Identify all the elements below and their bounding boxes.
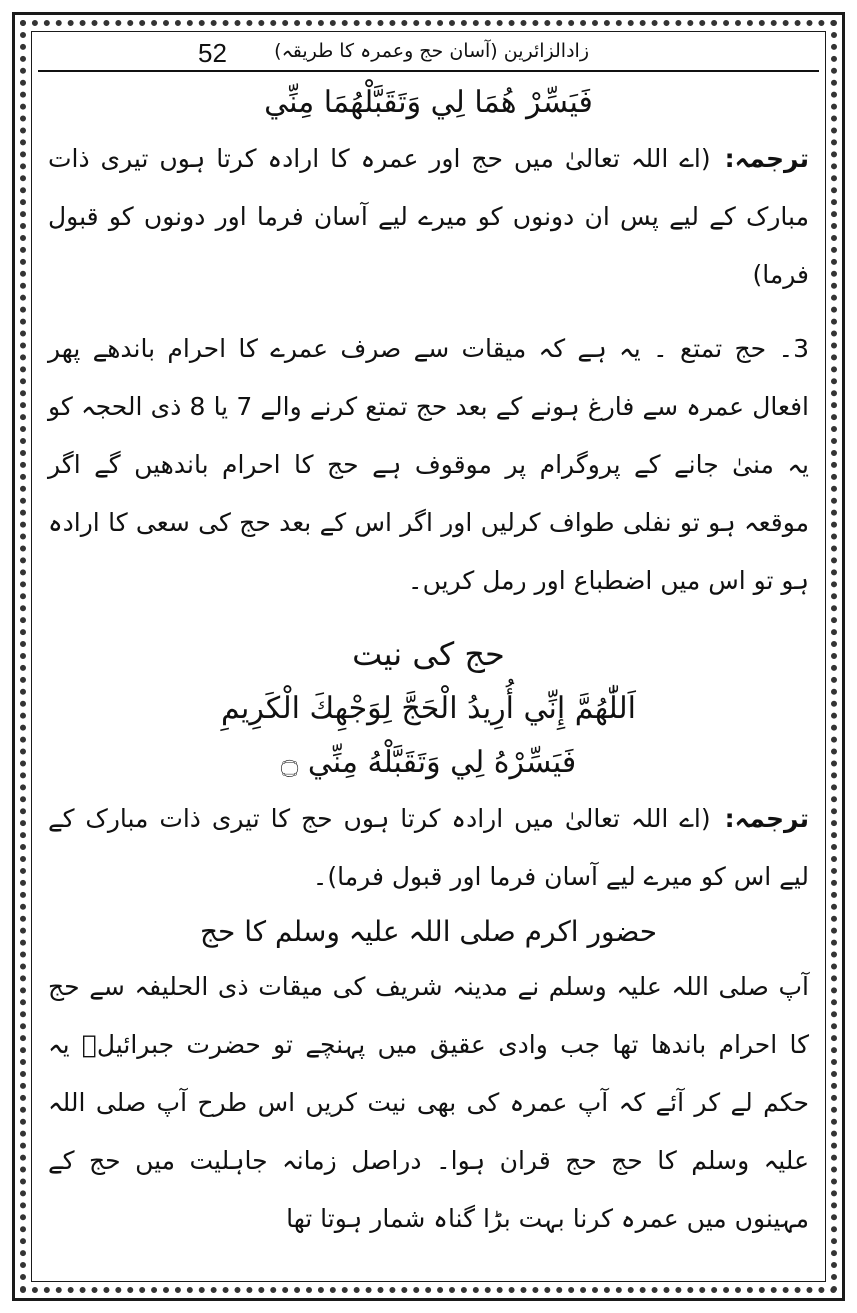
translation-text: (اے اللہ تعالیٰ میں ارادہ کرتا ہوں حج کا تیری ذات مبارک کے لیے اس کو میرے لیے آسان فرما اور قبول فرما)۔	[48, 804, 809, 891]
translation-label: ترجمہ:	[724, 804, 809, 833]
page-header	[38, 36, 819, 72]
translation-label: ترجمہ:	[724, 144, 809, 173]
hajj-tamattu-paragraph: 3۔ حج تمتع ۔ یہ ہے کہ میقات سے صرف عمرے کا احرام باندھے پھر افعال عمرہ سے فارغ ہونے کے بعد حج تمتع کرنے والے 7 یا 8 ذی الحجہ کو یہ منیٰ جانے کے پروگرام پر موقوف ہے حج کا احرام باندھیں گے اگر موقعہ ہو تو نفلی طواف کرلیں اور اگر اس کے بعد حج کی سعی کا ارادہ ہو تو اس میں اضطباع اور رمل کریں۔	[48, 334, 810, 595]
niyyat-dua-line-1: اَللّٰهُمَّ إِنِّي أُرِيدُ الْحَجَّ لِوَجْهِكَ الْكَرِيمِ	[221, 691, 636, 726]
translation-text: (اے اللہ تعالیٰ میں حج اور عمرہ کا ارادہ کرتا ہوں تیری ذات مبارک کے لیے پس ان دونوں کو میرے لیے آسان فرما اور دونوں کو قبول فرما)	[48, 144, 809, 289]
niyyat-dua-line-2: فَيَسِّرْهُ لِي وَتَقَبَّلْهُ مِنِّي ۝	[280, 745, 577, 780]
translation-paragraph-1	[38, 130, 819, 304]
section-heading-prophet-hajj: حضور اکرم صلی اللہ علیہ وسلم کا حج	[199, 915, 658, 948]
book-title: زادالزائرین (آسان حج وعمرہ کا طریقہ)	[274, 40, 589, 62]
page-number: 52	[198, 38, 227, 68]
translation-paragraph-2	[38, 790, 819, 906]
section-heading-hajj-niyyat: حج کی نیت	[352, 635, 505, 673]
dua-ending: فَيَسِّرْ هُمَا لِي وَتَقَبَّلْهُمَا مِنِّي	[264, 85, 593, 120]
book-page	[38, 36, 819, 1277]
prophet-hajj-paragraph: آپ صلی اللہ علیہ وسلم نے مدینہ شریف کی میقات ذی الحلیفہ سے حج کا احرام باندھا تھا جب وادی عقیق میں پہنچے تو حضرت جبرائیلؑ یہ حکم لے کر آئے کہ آپ عمرہ کی بھی نیت کریں اس طرح آپ صلی اللہ علیہ وسلم کا حج حج قران ہوا۔ دراصل زمانہ جاہلیت میں حج کے مہینوں میں عمرہ کرنا بہت بڑا گناہ شمار ہوتا تھا	[48, 972, 809, 1233]
